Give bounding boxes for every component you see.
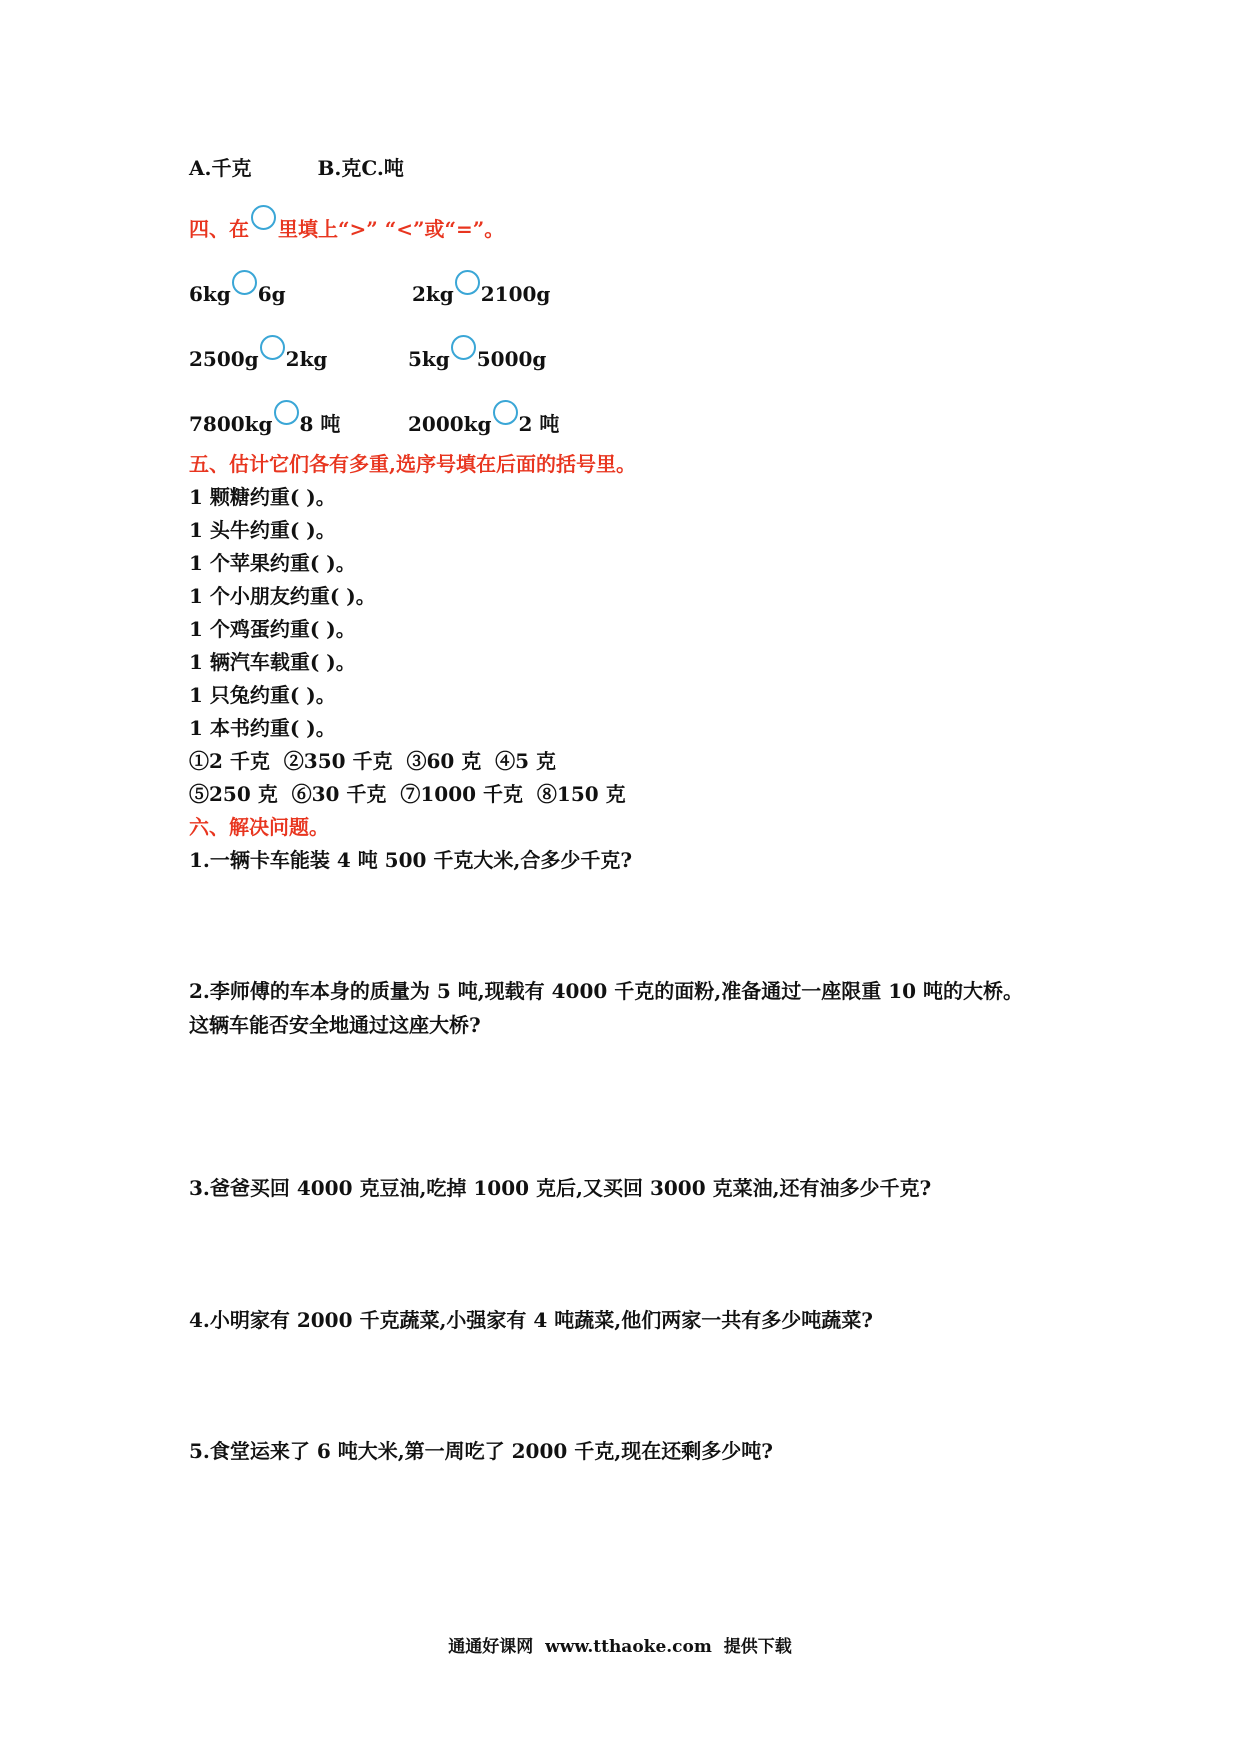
estimate-item: 1 个苹果约重( )。 xyxy=(189,551,356,575)
circle-icon xyxy=(251,205,276,230)
comparison-right: 5000g xyxy=(476,347,547,371)
answer-circle[interactable] xyxy=(232,270,257,295)
problem-4: 4.小明家有 2000 千克蔬菜,小强家有 4 吨蔬菜,他们两家一共有多少吨蔬菜? xyxy=(189,1308,873,1332)
estimate-item: 1 辆汽车载重( )。 xyxy=(189,650,356,674)
comparison-item xyxy=(189,400,340,437)
comparison-item xyxy=(408,335,546,372)
problem-3: 3.爸爸买回 4000 克豆油,吃掉 1000 克后,又买回 3000 克菜油,还有油多少千克? xyxy=(189,1176,932,1200)
comparison-right: 2 吨 xyxy=(518,412,560,436)
answer-options xyxy=(189,155,404,181)
estimate-item: 1 颗糖约重( )。 xyxy=(189,485,336,509)
option-bc: B.克C.吨 xyxy=(317,156,404,180)
comparison-item xyxy=(412,270,550,307)
comparison-left: 2500g xyxy=(189,347,259,371)
estimate-item: 1 头牛约重( )。 xyxy=(189,518,336,542)
answer-circle[interactable] xyxy=(274,400,299,425)
comparison-right: 2100g xyxy=(480,282,551,306)
answer-circle[interactable] xyxy=(451,335,476,360)
estimate-item: 1 本书约重( )。 xyxy=(189,716,336,740)
estimate-item: 1 只兔约重( )。 xyxy=(189,683,336,707)
comparison-left: 6kg xyxy=(189,282,231,306)
answer-circle[interactable] xyxy=(493,400,518,425)
choice-list: ①2 千克 ②350 千克 ③60 克 ④5 克 xyxy=(189,749,557,773)
section-5-title: 五、估计它们各有多重,选序号填在后面的括号里。 xyxy=(189,452,636,476)
answer-circle[interactable] xyxy=(260,335,285,360)
problem-5: 5.食堂运来了 6 吨大米,第一周吃了 2000 千克,现在还剩多少吨? xyxy=(189,1439,773,1463)
comparison-left: 2kg xyxy=(412,282,454,306)
problem-2-line-1: 2.李师傅的车本身的质量为 5 吨,现载有 4000 千克的面粉,准备通过一座限重 10 吨的大桥。 xyxy=(189,979,1023,1003)
option-a: A.千克 xyxy=(189,156,252,180)
comparison-left: 7800kg xyxy=(189,412,273,436)
problem-1: 1.一辆卡车能装 4 吨 500 千克大米,合多少千克? xyxy=(189,848,633,872)
section-6-title: 六、解决问题。 xyxy=(189,815,329,839)
answer-circle[interactable] xyxy=(455,270,480,295)
comparison-item xyxy=(189,270,286,307)
problem-2-line-2: 这辆车能否安全地通过这座大桥? xyxy=(189,1013,481,1037)
comparison-item xyxy=(189,335,327,372)
footer-credit: 通通好课网 www.tthaoke.com 提供下载 xyxy=(448,1637,792,1657)
section-4-title-pre: 四、在 xyxy=(189,217,249,241)
section-4-title xyxy=(189,205,504,242)
comparison-right: 2kg xyxy=(285,347,328,371)
comparison-item xyxy=(408,400,559,437)
estimate-item: 1 个小朋友约重( )。 xyxy=(189,584,376,608)
section-4-title-post: 里填上“>” “<”或“=”。 xyxy=(278,217,505,241)
comparison-left: 5kg xyxy=(408,347,450,371)
comparison-right: 8 吨 xyxy=(299,412,341,436)
comparison-right: 6g xyxy=(257,282,286,306)
choice-list: ⑤250 克 ⑥30 千克 ⑦1000 千克 ⑧150 克 xyxy=(189,782,626,806)
estimate-item: 1 个鸡蛋约重( )。 xyxy=(189,617,356,641)
comparison-left: 2000kg xyxy=(408,412,492,436)
